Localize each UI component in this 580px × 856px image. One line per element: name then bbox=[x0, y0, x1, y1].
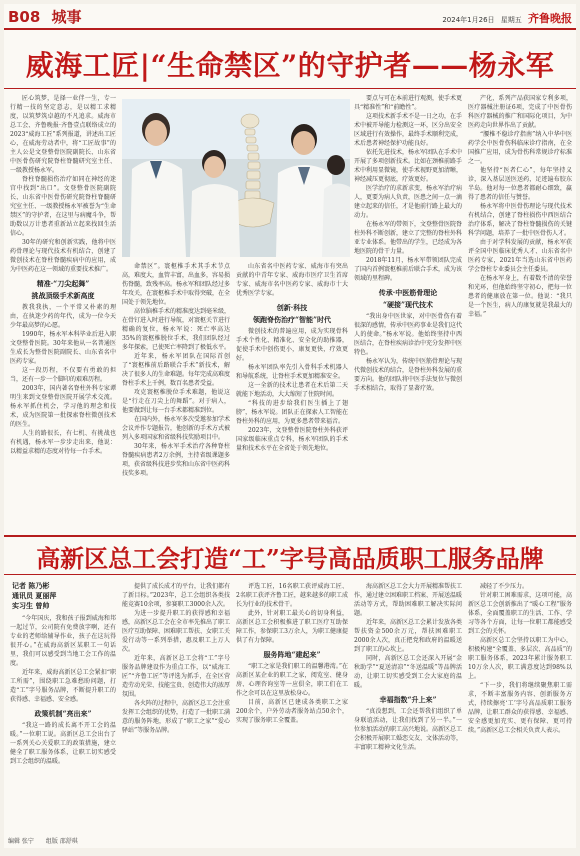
article2-headline: 高新区总工会打造“工”字号高品质职工服务品牌 bbox=[36, 544, 544, 573]
paragraph: 命禁区”。寰枢椎手术其手术节点高，难度大，血管丰富，出血多，容易损伤脊髓，致残率高。杨永军和团队经过多年攻关，在寰枢椎手术中取得突破，在全国处于领先地位。 bbox=[122, 263, 230, 306]
paragraph: 1990年，杨永军本科毕业后进入职文登整骨医院。30年来他从一名普通医生成长为整骨医院副院长、山东省名中医药专家。 bbox=[10, 331, 116, 365]
paragraph: 为进一步提升职工的获得感和幸福感，高新区总工会在全市率先推出了职工医疗互助保障、困难职工帮扶、女职工关爱行动等一系列举措，惠及职工上万人次。 bbox=[122, 610, 230, 653]
paragraph: 2018年11月，杨永军带领团队完成了国内首例寰枢椎前后联合手术，成为该领域的里程碑。 bbox=[354, 257, 462, 282]
paragraph: “腰椎不稳诊疗指南”纳入中华中医药学会中医骨伤科临床诊疗指南，在全国推广应用，成为骨伤科常规诊疗标准之一。 bbox=[468, 131, 572, 165]
byline-reporter: 记者 陈乃彬 bbox=[12, 581, 50, 590]
doctors-photo-illustration bbox=[122, 99, 350, 257]
paragraph: 他坚持“医者仁心”，每年坚持义诊，深入基层送医送药，足迹遍布胶东半岛。他对每一位患者都耐心细致，赢得了患者的信任与赞誉。 bbox=[468, 167, 572, 201]
paragraph: 近年来，威海高新区总工会紧扣“职工所需”，围绕职工急难愁盼问题，打造“工”字号服务品牌，不断提升职工的获得感、幸福感、安全感。 bbox=[10, 669, 116, 703]
article1-col4 bbox=[354, 94, 462, 532]
headline-rule bbox=[4, 88, 576, 89]
paragraph: 同时，高新区总工会还深入开展“金秋助学”“夏送清凉”“冬送温暖”等品牌活动，让职工切实感受到工会大家庭的温暖。 bbox=[354, 655, 462, 689]
paragraph: 目前，高新区已建成各类职工之家200余个，户外劳动者服务站点50余个，实现了服务职工全覆盖。 bbox=[236, 699, 348, 724]
paragraph: “下一步，我们将继续聚焦职工需求，不断丰富服务内容、创新服务方式，持续擦亮‘工’字号高品质职工服务品牌，让职工群众的获得感、幸福感、安全感更加充实、更有保障、更可持续。”高新区总工会相关负责人表示。 bbox=[468, 682, 572, 734]
subheading-title: 领跑脊伤治疗“智能”时代 bbox=[252, 315, 332, 324]
paragraph: 30年来，杨永军手术治疗各种脊柱脊髓疾病患者2万余例，主持省级课题多项，获省级科技进步奖和山东省中医药科技奖多项。 bbox=[122, 443, 230, 477]
article2-col5 bbox=[468, 582, 572, 832]
paragraph: 高位脑椎手术的精准度达到毫米级，在骨钉进入时进行导航，对寰枢关节进行精确的复位，杨永军说：死亡率高达35%的寰枢椎脱位手术，我们团队经过多年探索，已使死亡率降到了极低水平。 bbox=[122, 308, 230, 351]
article2-col4 bbox=[354, 582, 462, 832]
paragraph: 这一段历程，不仅要有勇敢的担当，还有一步一个脚印的艰难历程。 bbox=[10, 367, 116, 383]
article1-headline: 威海工匠|“生命禁区”的守护者——杨永军 bbox=[25, 49, 555, 82]
paragraph: “我这一路的成长离不开工会的温暖。”一位职工说。高新区总工会出台了一系列关心关爱职工的政策措施，建立健全了职工服务体系，让职工切实感受到工会组织的温暖。 bbox=[10, 722, 116, 765]
subheading-title: “硬接”现代技术 bbox=[382, 300, 434, 309]
paragraph: 各火阵的过程中，高新区总工会注重发挥工会组织的优势，打造了一批职工满意的服务阵地，形成了“职工之家”“爱心驿站”等服务品牌。 bbox=[122, 700, 230, 734]
article1-col2 bbox=[122, 262, 230, 532]
subheading: 传承·中医筋骨理论 bbox=[378, 288, 438, 297]
paragraph: 杨永军认为，传统中医筋骨理论与现代微创技术的结合，是脊柱外科发展的重要方向。他的团队将中医手法复位与微创手术相结合，取得了显著疗效。 bbox=[354, 358, 462, 392]
article1-col5 bbox=[468, 94, 572, 532]
paragraph: 在国内外，杨永军多次受邀参加学术会议并作专题报告，他创新的手术方式被列入多项国家和省级科技奖励项目中。 bbox=[122, 416, 230, 441]
paragraph: 近年来，杨永军团队在国际首创了“寰枢椎前后路联合手术”新技术，解决了很多人的生命难题。每年完成高难度脊柱手术上千例，数百名患者受益。 bbox=[122, 353, 230, 387]
paragraph: 山东省名中医药专家、威海市有突出贡献的中青年专家、威海市医疗卫生首席专家、威海市名中医药专家、威海市十大优秀医学专家。 bbox=[236, 263, 348, 297]
issue-weekday: 星期五 bbox=[500, 16, 522, 24]
headline-rule bbox=[4, 574, 576, 575]
paragraph: 教我我执，一个平常又朴素的理由，在执迷少药的年代，成为一位今天少年最高梦的心愿。 bbox=[10, 304, 116, 329]
paragraph: 杨永军将中医骨伤理论与现代技术有机结合，创建了脊柱损伤中西医结合治疗体系，解决了脊柱脊髓损伤的关键科学问题，培养了一批中医骨伤人才。 bbox=[468, 203, 572, 237]
paragraph: 杨永军团队率先引入骨科手术机器人和导航系统，让脊柱手术更加精准安全。 bbox=[236, 364, 348, 380]
header-meta bbox=[442, 10, 572, 26]
paragraph: “科技的进步给我们医生插上了翅膀”，杨永军说。团队正在探索人工智能在脊柱外科的应用，为更多患者带来福音。 bbox=[236, 400, 348, 425]
article1-col3 bbox=[236, 262, 348, 532]
paragraph: 脊柱脊髓损伤治疗如同在神经的迷宫中找到“出口”。文登整骨医院副院长、山东省中医骨伤研究院脊柱脊髓研究室主任、一级教授杨永军被誉为“生命禁区”的守护者，在这里与病魔斗争，帮助数以万计患者重新站立起来找回生活信心。 bbox=[10, 176, 116, 237]
paragraph: 人生的路很长，有七机、有挑战也有机遇，杨永军一步步走出来，他说：以精益求精的态度对待每一台手术。 bbox=[10, 430, 116, 455]
paragraph: 医学治疗的求新求变，杨永军治疗病人，更要为病人负责，医患之间一点一滴建立起来的信任，才是他前行路上最大的动力。 bbox=[354, 185, 462, 219]
article2-col2 bbox=[122, 582, 230, 832]
paragraph: “今年国庆，我和孩子报到威海和邦一起过节，公司院有免费放字啊，还有专业的老师给辅导作业，孩子在这玩得很开心。”在威海高新区某职工一句话里，我们可以感受到当地工会工作的温度。 bbox=[10, 615, 116, 667]
page-footer bbox=[8, 836, 88, 845]
paragraph: 提供了成长成才的平台，让我们都有了新目标。”2023年，总工会组织各类技能竞赛10余项，参赛职工3000余人次。 bbox=[122, 583, 230, 608]
paragraph: 微创技术的普遍应用，成为实现骨科手术个性化、精准化、安全化的助推器，促使手术中创伤更小，康复更快，疗效更好。 bbox=[236, 328, 348, 362]
article1-photo bbox=[122, 99, 350, 257]
subheading-title: 挑战顶级手术新高度 bbox=[31, 291, 95, 300]
byline-intern: 实习生 曾帅 bbox=[12, 601, 50, 610]
subheading: 服务阵地“建起来” bbox=[263, 650, 321, 659]
paragraph: 评选工匠，16名职工获评威海工匠、2名职工获评齐鲁工匠，越来越多的职工成长为行业的技术骨干。 bbox=[236, 583, 348, 608]
paragraph: 匠心筑梦，是择一业伴一生，专一行精一技的坚定意志，是以精工求精度，以筑梦筑卓越的不凡追求。威海市总工会、齐鲁晚报·齐鲁壹点联络成立的2023“威海工匠”系列报道，讲述出工匠心，在威海劳动者中，将“工匠故事”的主人公是文登整骨医院副院长、山东省中医骨伤研究院脊柱脊髓研究室主任、一级教授杨永军。 bbox=[10, 95, 116, 174]
subheading: 政策机制“亮出来” bbox=[34, 709, 92, 718]
paragraph: 这项技术新手术不是一日之功，在手术中被开导能力检测这一环，区分出安全区域进行有效操作，最终手术顺利完成，术后患者神经保护功能良好。 bbox=[354, 113, 462, 147]
paragraph: 高新区总工会坚持以职工为中心，积极构建“全覆盖、多层次、高品质”的职工服务体系，2023年累计服务职工10万余人次，职工满意度达到98%以上。 bbox=[468, 637, 572, 680]
paragraph: 产化，系列产品获国家专利多项，医疗器械注册证6项，完成了中医骨伤科医疗器械的推广和国际化项目，为中医药走向世界作出了贡献。 bbox=[468, 95, 572, 129]
paragraph: 减轻了不少压力。 bbox=[480, 583, 529, 590]
paragraph: 由于对学科发展的贡献，杨永军获评全国中医临床优秀人才、山东省名中医药专家，2021年当选山东省中医药学会脊柱专业委员会主任委员。 bbox=[468, 239, 572, 273]
paragraph: 针对职工困难需求，这项可能，高新区总工会创新推出了“暖心工程”服务体系，全面覆盖职工的生活、工作、学习等各个方面，让每一位职工都能感受到工会的关怀。 bbox=[468, 592, 572, 635]
paragraph: 这一全新的技术让患者在术后第二天就能下地活动，大大缩短了住院时间。 bbox=[236, 382, 348, 398]
paragraph: 30年的研究和创新实践，他将中医药骨理论与现代技术有机结合，创建了微创技术在脊柱脊髓疾病中的应用，成为中医药在这一领域的重要技术推广。 bbox=[10, 239, 116, 273]
subheading: 精准·“刀尖起舞” bbox=[36, 279, 90, 288]
paragraph: 攻克寰枢椎脱位手术难题，他说这是“行走在刀尖上的舞蹈”。对于病人，他要做到让每一台手术都精准到位。 bbox=[122, 389, 230, 414]
issue-date: 2024年1月26日 bbox=[442, 16, 495, 24]
paragraph: 依托先进技术，杨永军团队在手术中开展了多项创新技术。比如在颈椎前路手术中利用显微镜，使手术视野更加清晰，神经减压更彻底，疗效更好。 bbox=[354, 149, 462, 183]
footer-editor: 编辑 张宁 bbox=[8, 838, 34, 845]
paragraph: 在杨永军身上，有着数不清的荣誉和光环，但他始终坚守初心，把每一位患者的健康放在第一位。他说：“我只是一个医生，病人的康复就是我最大的幸福。” bbox=[468, 275, 572, 318]
paragraph: “真没想到，工会还帮我们组织了单身联谊活动，让我们找到了另一半。”一位参加活动的职工高兴地说。高新区总工会积极开展职工婚恋交友、文体活动等，丰富职工精神文化生活。 bbox=[354, 708, 462, 751]
paragraph: 在杨永军的带领下，文登整骨医院脊柱外科不断创新，建立了完整的脊柱外科亚专业体系。他带出的学生，已经成为各地医院的骨干力量。 bbox=[354, 221, 462, 255]
section-name: 城事 bbox=[51, 8, 82, 26]
article-divider bbox=[4, 535, 576, 537]
paragraph: 此外，针对职工最关心的切身利益，高新区总工会积极推进了职工医疗互助保障工作，参保职工3万余人，为职工健康提供了有力保障。 bbox=[236, 610, 348, 644]
page-header bbox=[4, 4, 576, 30]
paragraph: “职工之家是我们职工的温馨港湾。”在高新区某企业的职工之家，阅览室、健身房、心理咨询室等一应俱全，职工们在工作之余可以在这里放松身心。 bbox=[236, 663, 348, 697]
subheading: 创新·科技 bbox=[276, 303, 308, 312]
article2-col1 bbox=[10, 614, 116, 832]
paragraph: 近年来，高新区总工会将“工”字号服务品牌建设作为重点工作，以“威海工匠”“齐鲁工匠”等评选为抓手，在全区营造劳动光荣、技能宝贵、创造伟大的浓厚氛围。 bbox=[122, 655, 230, 698]
footer-layout: 组版 邵舒琪 bbox=[45, 838, 78, 845]
paragraph: 2023年，文登整骨医院脊柱外科获评国家级临床重点专科，杨永军团队的手术量和技术水平在全省处于领先地位。 bbox=[236, 427, 348, 452]
paragraph: 2003年，国内著名脊柱外科专家谭明生来到文登整骨医院开展学术交流。杨永军抓住机会，学习他的理念和技术，成为医院第一批探索脊柱微创技术的医生。 bbox=[10, 385, 116, 428]
subheading: 幸福指数“升上来” bbox=[379, 695, 437, 704]
section-code: B08 bbox=[8, 8, 41, 26]
paragraph: “我出身中医世家，对中医骨伤有着很深的感情，传承中医药事业是我们这代人的使命。”杨永军说。他始终坚持中西医结合，在脊柱疾病诊治中充分发挥中医特色。 bbox=[354, 313, 462, 356]
paragraph: 近年来，高新区总工会累计发放各类帮扶资金500余万元，帮扶困难职工2000余人次，真正把党和政府的温暖送到了职工的心坎上。 bbox=[354, 619, 462, 653]
article2-byline bbox=[12, 581, 56, 611]
section-label bbox=[8, 6, 82, 27]
article2-col3 bbox=[236, 582, 348, 832]
byline-correspondents: 通讯员 夏丽萍 bbox=[12, 591, 57, 600]
article1-col1 bbox=[10, 94, 116, 532]
newspaper-brand: 齐鲁晚报 bbox=[528, 12, 572, 25]
paragraph: 要点与可在本前进行观测，使手术更具“精准性”和“前瞻性”。 bbox=[354, 95, 462, 111]
newspaper-page bbox=[4, 4, 576, 848]
paragraph: 海高新区总工会大力开展精准帮扶工作，通过建立困难职工档案、开展送温暖活动等方式，帮助困难职工解决实际问题。 bbox=[354, 583, 462, 617]
